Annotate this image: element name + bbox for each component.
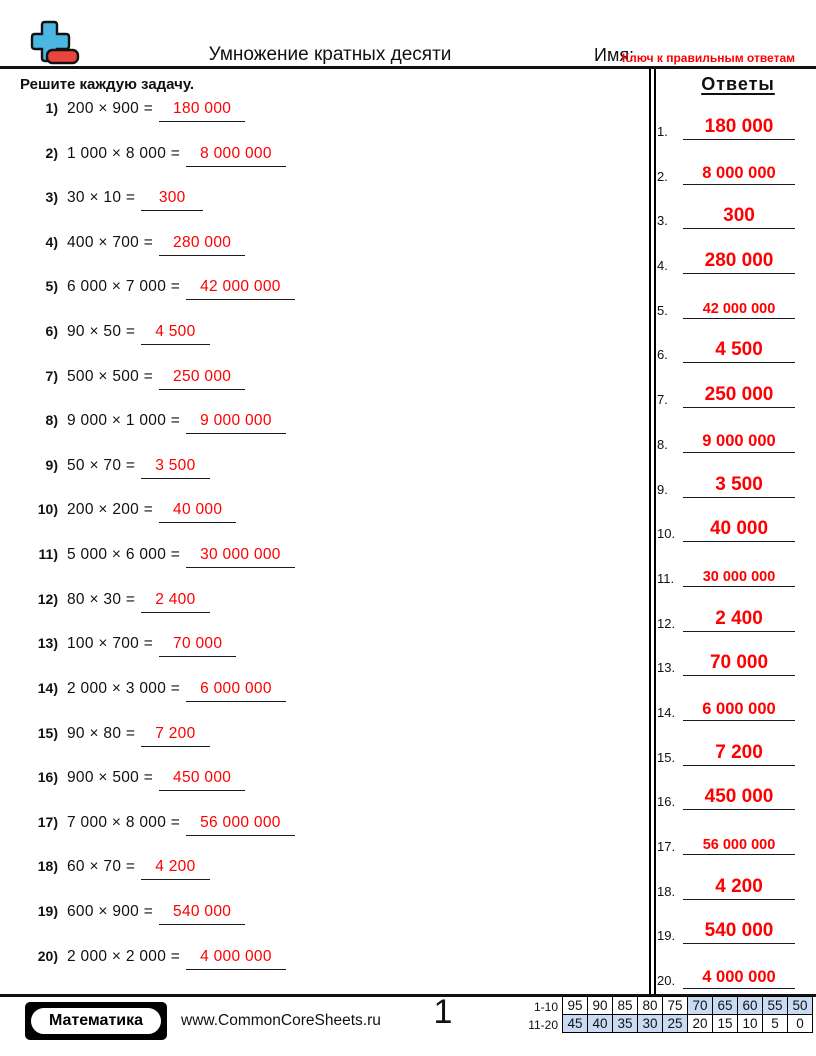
answer-value: 8 000 000 xyxy=(683,157,795,185)
problem-row xyxy=(22,589,632,634)
answer-number: 9. xyxy=(657,481,668,497)
problem-number: 1) xyxy=(45,100,58,116)
score-row-labels xyxy=(512,998,558,1034)
answer-row xyxy=(657,827,812,872)
subject-badge xyxy=(25,1002,167,1040)
problem-number: 4) xyxy=(45,233,58,250)
page-number: 1 xyxy=(433,993,453,1031)
score-cell: 35 xyxy=(613,1015,638,1033)
problem-expression: 50 × 70 = xyxy=(67,456,136,474)
answer-value: 540 000 xyxy=(683,916,795,944)
problem-number: 17) xyxy=(37,813,58,830)
score-cell: 5 xyxy=(763,1015,788,1033)
answer-number: 18. xyxy=(657,883,676,899)
score-row-label: 1-10 xyxy=(533,1000,558,1014)
answer-value: 4 000 000 xyxy=(683,961,795,989)
answer-number: 8. xyxy=(657,436,668,452)
problem-expression: 9 000 × 1 000 = xyxy=(67,412,181,430)
answer-value: 4 200 xyxy=(683,872,795,900)
problem-answer-blank: 2 400 xyxy=(141,591,209,613)
answer-value: 56 000 000 xyxy=(683,827,795,855)
answer-key-label: Ключ к правильным ответам xyxy=(621,51,795,65)
problem-row xyxy=(22,366,632,411)
answer-row xyxy=(657,916,812,961)
answer-row xyxy=(657,201,812,246)
problem-row xyxy=(22,410,632,455)
problem-expression: 6 000 × 7 000 = xyxy=(67,278,181,296)
answer-number: 3. xyxy=(657,213,668,229)
answer-row xyxy=(657,425,812,470)
problem-expression: 2 000 × 3 000 = xyxy=(67,679,181,697)
problem-number: 20) xyxy=(37,947,58,964)
header-divider xyxy=(0,66,816,69)
name-label: Имя: xyxy=(594,45,635,65)
answer-row xyxy=(657,157,812,202)
problem-number: 11) xyxy=(38,546,58,563)
problem-answer-blank: 8 000 000 xyxy=(186,145,286,167)
problem-expression: 90 × 50 = xyxy=(67,323,136,341)
problem-number: 16) xyxy=(37,769,58,786)
problem-answer-blank: 6 000 000 xyxy=(186,680,286,702)
problem-answer-blank: 450 000 xyxy=(159,769,245,791)
problem-number: 2) xyxy=(45,144,58,161)
problem-row xyxy=(22,455,632,500)
problem-expression: 7 000 × 8 000 = xyxy=(67,813,181,831)
problem-number: 19) xyxy=(37,902,58,919)
problem-row xyxy=(22,678,632,723)
worksheet-title: Умножение кратных десяти xyxy=(208,44,452,65)
problem-row xyxy=(22,98,632,143)
answer-row xyxy=(657,872,812,917)
problem-expression: 1 000 × 8 000 = xyxy=(67,144,181,162)
problem-row xyxy=(22,232,632,277)
problems-list xyxy=(22,98,632,990)
score-table-row xyxy=(563,997,813,1015)
problem-row xyxy=(22,856,632,901)
answer-number: 19. xyxy=(657,928,676,944)
score-cell: 25 xyxy=(663,1015,688,1033)
problem-row xyxy=(22,901,632,946)
answer-value: 280 000 xyxy=(683,246,795,274)
problem-number: 5) xyxy=(45,278,58,295)
score-cell: 30 xyxy=(638,1015,663,1033)
answer-value: 7 200 xyxy=(683,738,795,766)
problem-expression: 600 × 900 = xyxy=(67,902,154,920)
problem-number: 8) xyxy=(45,412,58,429)
problem-expression: 80 × 30 = xyxy=(67,590,136,608)
answer-value: 450 000 xyxy=(683,782,795,810)
answer-number: 17. xyxy=(657,839,676,854)
problem-expression: 500 × 500 = xyxy=(67,367,154,385)
score-table xyxy=(562,996,813,1033)
website-url: www.CommonCoreSheets.ru xyxy=(181,1012,381,1029)
problem-number: 6) xyxy=(45,323,58,340)
problem-answer-blank: 40 000 xyxy=(159,501,236,523)
problem-row xyxy=(22,187,632,232)
problem-expression: 90 × 80 = xyxy=(67,724,136,742)
problem-answer-blank: 4 200 xyxy=(141,858,209,880)
answer-number: 6. xyxy=(657,347,668,363)
problem-row xyxy=(22,767,632,812)
problem-answer-blank: 3 500 xyxy=(141,457,209,479)
score-row-label: 11-20 xyxy=(528,1018,558,1032)
answer-row xyxy=(657,514,812,559)
problem-answer-blank: 4 000 000 xyxy=(186,948,286,970)
instructions-text: Решите каждую задачу. xyxy=(20,76,195,93)
problem-number: 15) xyxy=(37,724,58,741)
answer-number: 16. xyxy=(657,794,676,810)
problem-answer-blank: 7 200 xyxy=(141,725,209,747)
problem-answer-blank: 56 000 000 xyxy=(186,814,295,836)
answer-number: 7. xyxy=(657,392,668,408)
problem-row xyxy=(22,723,632,768)
answer-number: 13. xyxy=(657,660,676,676)
score-cell: 65 xyxy=(713,997,738,1015)
answer-number: 1. xyxy=(657,124,668,139)
problem-answer-blank: 9 000 000 xyxy=(186,412,286,434)
problem-answer-blank: 30 000 000 xyxy=(186,546,295,568)
problem-number: 14) xyxy=(37,679,58,696)
score-cell: 0 xyxy=(788,1015,813,1033)
problem-number: 18) xyxy=(37,858,58,875)
problem-row xyxy=(22,946,632,991)
answer-number: 15. xyxy=(657,749,676,765)
problem-number: 7) xyxy=(45,367,58,384)
answer-value: 3 500 xyxy=(683,470,795,498)
answer-value: 4 500 xyxy=(683,335,795,363)
answer-number: 10. xyxy=(657,526,676,542)
problem-number: 12) xyxy=(37,590,58,607)
score-cell: 40 xyxy=(588,1015,613,1033)
score-cell: 55 xyxy=(763,997,788,1015)
problem-row xyxy=(22,812,632,857)
answer-row xyxy=(657,604,812,649)
score-cell: 85 xyxy=(613,997,638,1015)
problem-row xyxy=(22,499,632,544)
answer-row xyxy=(657,738,812,783)
answer-number: 5. xyxy=(657,302,668,318)
answer-row xyxy=(657,246,812,291)
score-cell: 90 xyxy=(588,997,613,1015)
answer-value: 2 400 xyxy=(683,604,795,632)
answer-value: 30 000 000 xyxy=(683,559,795,587)
problem-expression: 400 × 700 = xyxy=(67,233,154,251)
answer-value: 250 000 xyxy=(683,380,795,408)
answer-value: 180 000 xyxy=(683,112,795,140)
answer-value: 40 000 xyxy=(683,514,795,542)
score-cell: 45 xyxy=(563,1015,588,1033)
problem-expression: 200 × 200 = xyxy=(67,501,154,519)
score-cell: 20 xyxy=(688,1015,713,1033)
answer-row xyxy=(657,782,812,827)
problem-expression: 5 000 × 6 000 = xyxy=(67,546,181,564)
score-cell: 80 xyxy=(638,997,663,1015)
answers-list xyxy=(657,112,812,1006)
problem-number: 9) xyxy=(45,456,58,473)
answer-number: 2. xyxy=(657,168,668,184)
problem-answer-blank: 250 000 xyxy=(159,368,245,390)
problem-row xyxy=(22,633,632,678)
answer-value: 42 000 000 xyxy=(683,291,795,319)
problem-expression: 30 × 10 = xyxy=(67,189,136,207)
problem-expression: 900 × 500 = xyxy=(67,769,154,787)
problem-expression: 200 × 900 = xyxy=(67,100,154,117)
problem-number: 3) xyxy=(45,189,58,206)
problem-answer-blank: 280 000 xyxy=(159,234,245,256)
problem-row xyxy=(22,321,632,366)
score-cell: 10 xyxy=(738,1015,763,1033)
score-cell: 15 xyxy=(713,1015,738,1033)
problem-expression: 60 × 70 = xyxy=(67,858,136,876)
problem-answer-blank: 4 500 xyxy=(141,323,209,345)
problem-answer-blank: 180 000 xyxy=(159,100,245,122)
problem-answer-blank: 540 000 xyxy=(159,903,245,925)
problem-number: 10) xyxy=(37,501,58,518)
answer-row xyxy=(657,291,812,336)
answer-row xyxy=(657,559,812,604)
column-separator xyxy=(649,69,656,995)
score-cell: 60 xyxy=(738,997,763,1015)
answer-number: 4. xyxy=(657,258,668,274)
score-cell: 50 xyxy=(788,997,813,1015)
problem-answer-blank: 300 xyxy=(141,189,203,211)
problem-expression: 100 × 700 = xyxy=(67,635,154,653)
problem-number: 13) xyxy=(37,635,58,652)
answers-column-heading: Ответы xyxy=(701,74,775,94)
subject-badge-label: Математика xyxy=(29,1006,163,1036)
answer-value: 300 xyxy=(683,201,795,229)
score-cell: 95 xyxy=(563,997,588,1015)
answer-row xyxy=(657,380,812,425)
answer-number: 11. xyxy=(657,570,675,586)
problem-answer-blank: 70 000 xyxy=(159,635,236,657)
answer-value: 9 000 000 xyxy=(683,425,795,453)
answer-row xyxy=(657,648,812,693)
problem-row xyxy=(22,143,632,188)
score-cell: 75 xyxy=(663,997,688,1015)
problem-answer-blank: 42 000 000 xyxy=(186,278,295,300)
answer-number: 12. xyxy=(657,615,676,631)
answer-value: 70 000 xyxy=(683,648,795,676)
answer-row xyxy=(657,335,812,380)
answer-row xyxy=(657,112,812,157)
answer-value: 6 000 000 xyxy=(683,693,795,721)
problem-row xyxy=(22,544,632,589)
problem-row xyxy=(22,276,632,321)
score-table-row xyxy=(563,1015,813,1033)
score-cell: 70 xyxy=(688,997,713,1015)
answer-number: 20. xyxy=(657,973,676,989)
problem-expression: 2 000 × 2 000 = xyxy=(67,947,181,965)
answer-number: 14. xyxy=(657,704,676,720)
answer-row xyxy=(657,693,812,738)
answer-row xyxy=(657,470,812,515)
